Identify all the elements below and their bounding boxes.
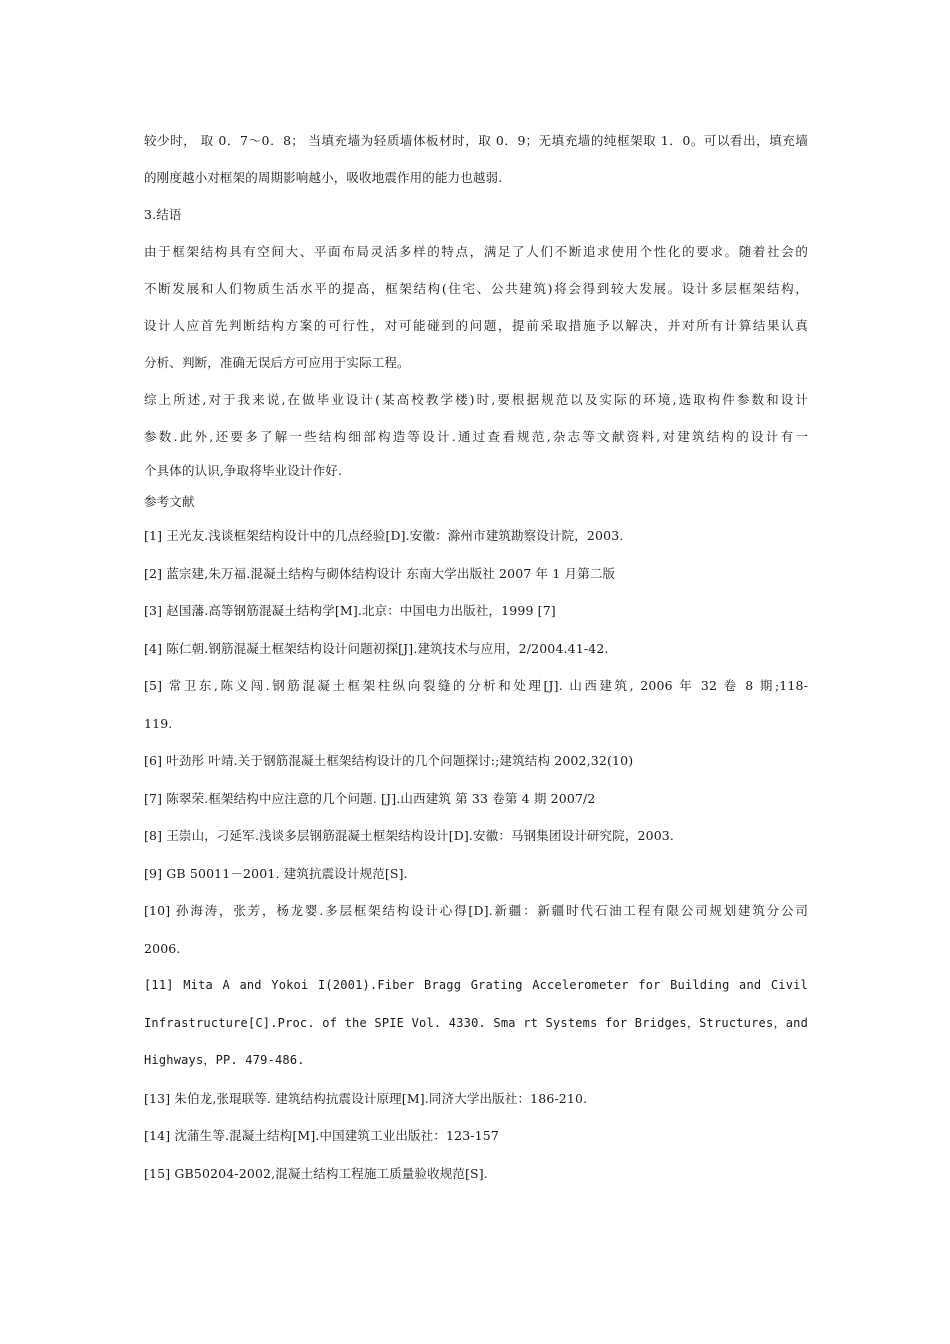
paragraph-infill	[144, 122, 808, 196]
reference-item: [2] 蓝宗建,朱万福.混凝土结构与砌体结构设计 东南大学出版社 2007 年 1 月第二版	[144, 565, 616, 581]
reference-item: [5] 常卫东,陈义闯.钢筋混凝土框架柱纵向裂缝的分析和处理[J]. 山西建筑, 2006 年 32 卷 8 期;118-	[144, 678, 808, 693]
reference-item: [15] GB50204-2002,混凝土结构工程施工质量验收规范[S].	[144, 1165, 488, 1181]
paragraph-line: 较少时， 取 0．7～0．8； 当填充墙为轻质墙体板材时，取 0．9；无填充墙的纯框架取 1．0。可以看出，填充墙	[144, 133, 808, 148]
paragraph-line: 由于框架结构具有空间大、平面布局灵活多样的特点，满足了人们不断追求使用个性化的要求。随着社会的	[144, 244, 808, 259]
section-heading: 3.结语	[144, 207, 182, 222]
reference-item-continuation: Infrastructure[C].Proc. of the SPIE Vol. 4330. Sma rt Systems for Bridges，Structures，and	[144, 1015, 808, 1030]
reference-item: [8] 王崇山，刁延军.浅谈多层钢筋混凝土框架结构设计[D].安徽：马钢集团设计研究院，2003.	[144, 828, 675, 843]
paragraph-line: 个具体的认识,争取将毕业设计作好.	[144, 463, 342, 478]
reference-item: [4] 陈仁朝.钢筋混凝土框架结构设计问题初探[J].建筑技术与应用，2/2004.41-42.	[144, 640, 609, 656]
paragraph-conclusion	[144, 233, 808, 381]
reference-item: [7] 陈翠荣.框架结构中应注意的几个问题. [J].山西建筑 第 33 卷第 4 期 2007/2	[144, 790, 596, 806]
reference-item-continuation: 119.	[144, 715, 173, 731]
document-page	[144, 122, 808, 1192]
paragraph-line: 综上所述,对于我来说,在做毕业设计(某高校教学楼)时,要根据规范以及实际的环境,选取构件参数和设计	[144, 392, 808, 407]
paragraph-line: 参数.此外,还要多了解一些结构细部构造等设计.通过查看规范,杂志等文献资料,对建筑结构的设计有一	[144, 429, 808, 444]
paragraph-line: 不断发展和人们物质生活水平的提高，框架结构(住宅、公共建筑)将会得到较大发展。设计多层框架结构，	[144, 281, 808, 296]
reference-item: [6] 叶劲彤 叶靖.关于钢筋混凝土框架结构设计的几个问题探讨:;建筑结构 2002,32(10)	[144, 753, 634, 768]
reference-item: [11] Mita A and Yokoi I(2001).Fiber Bragg Grating Accelerometer for Building and Civil	[144, 978, 808, 992]
reference-item-continuation: 2006.	[144, 940, 181, 956]
reference-item: [10] 孙海涛，张芳，杨龙婴.多层框架结构设计心得[D].新疆：新疆时代石油工程有限公司规划建筑分公司	[144, 903, 808, 918]
references-heading: 参考文献	[144, 494, 195, 509]
reference-item: [9] GB 50011－2001. 建筑抗震设计规范[S].	[144, 865, 408, 881]
reference-item: [3] 赵国藩.高等钢筋混凝土结构学[M].北京：中国电力出版社，1999 [7]	[144, 603, 556, 618]
paragraph-line: 分析、判断，准确无误后方可应用于实际工程。	[144, 355, 410, 370]
reference-item: [14] 沈蒲生等.混凝土结构[M].中国建筑工业出版社：123-157	[144, 1128, 499, 1143]
paragraph-line: 的刚度越小对框架的周期影响越小，吸收地震作用的能力也越弱.	[144, 170, 503, 185]
reference-list	[144, 517, 808, 1192]
paragraph-summary	[144, 381, 808, 486]
reference-item-continuation: Highways，PP. 479-486.	[144, 1053, 305, 1067]
reference-item: [1] 王光友.浅谈框架结构设计中的几点经验[D].安徽：滁州市建筑勘察设计院，2003.	[144, 528, 624, 543]
paragraph-line: 设计人应首先判断结构方案的可行性，对可能碰到的问题，提前采取措施予以解决，并对所有计算结果认真	[144, 318, 808, 333]
reference-item: [13] 朱伯龙,张琨联等. 建筑结构抗震设计原理[M].同济大学出版社：186-210.	[144, 1090, 588, 1106]
